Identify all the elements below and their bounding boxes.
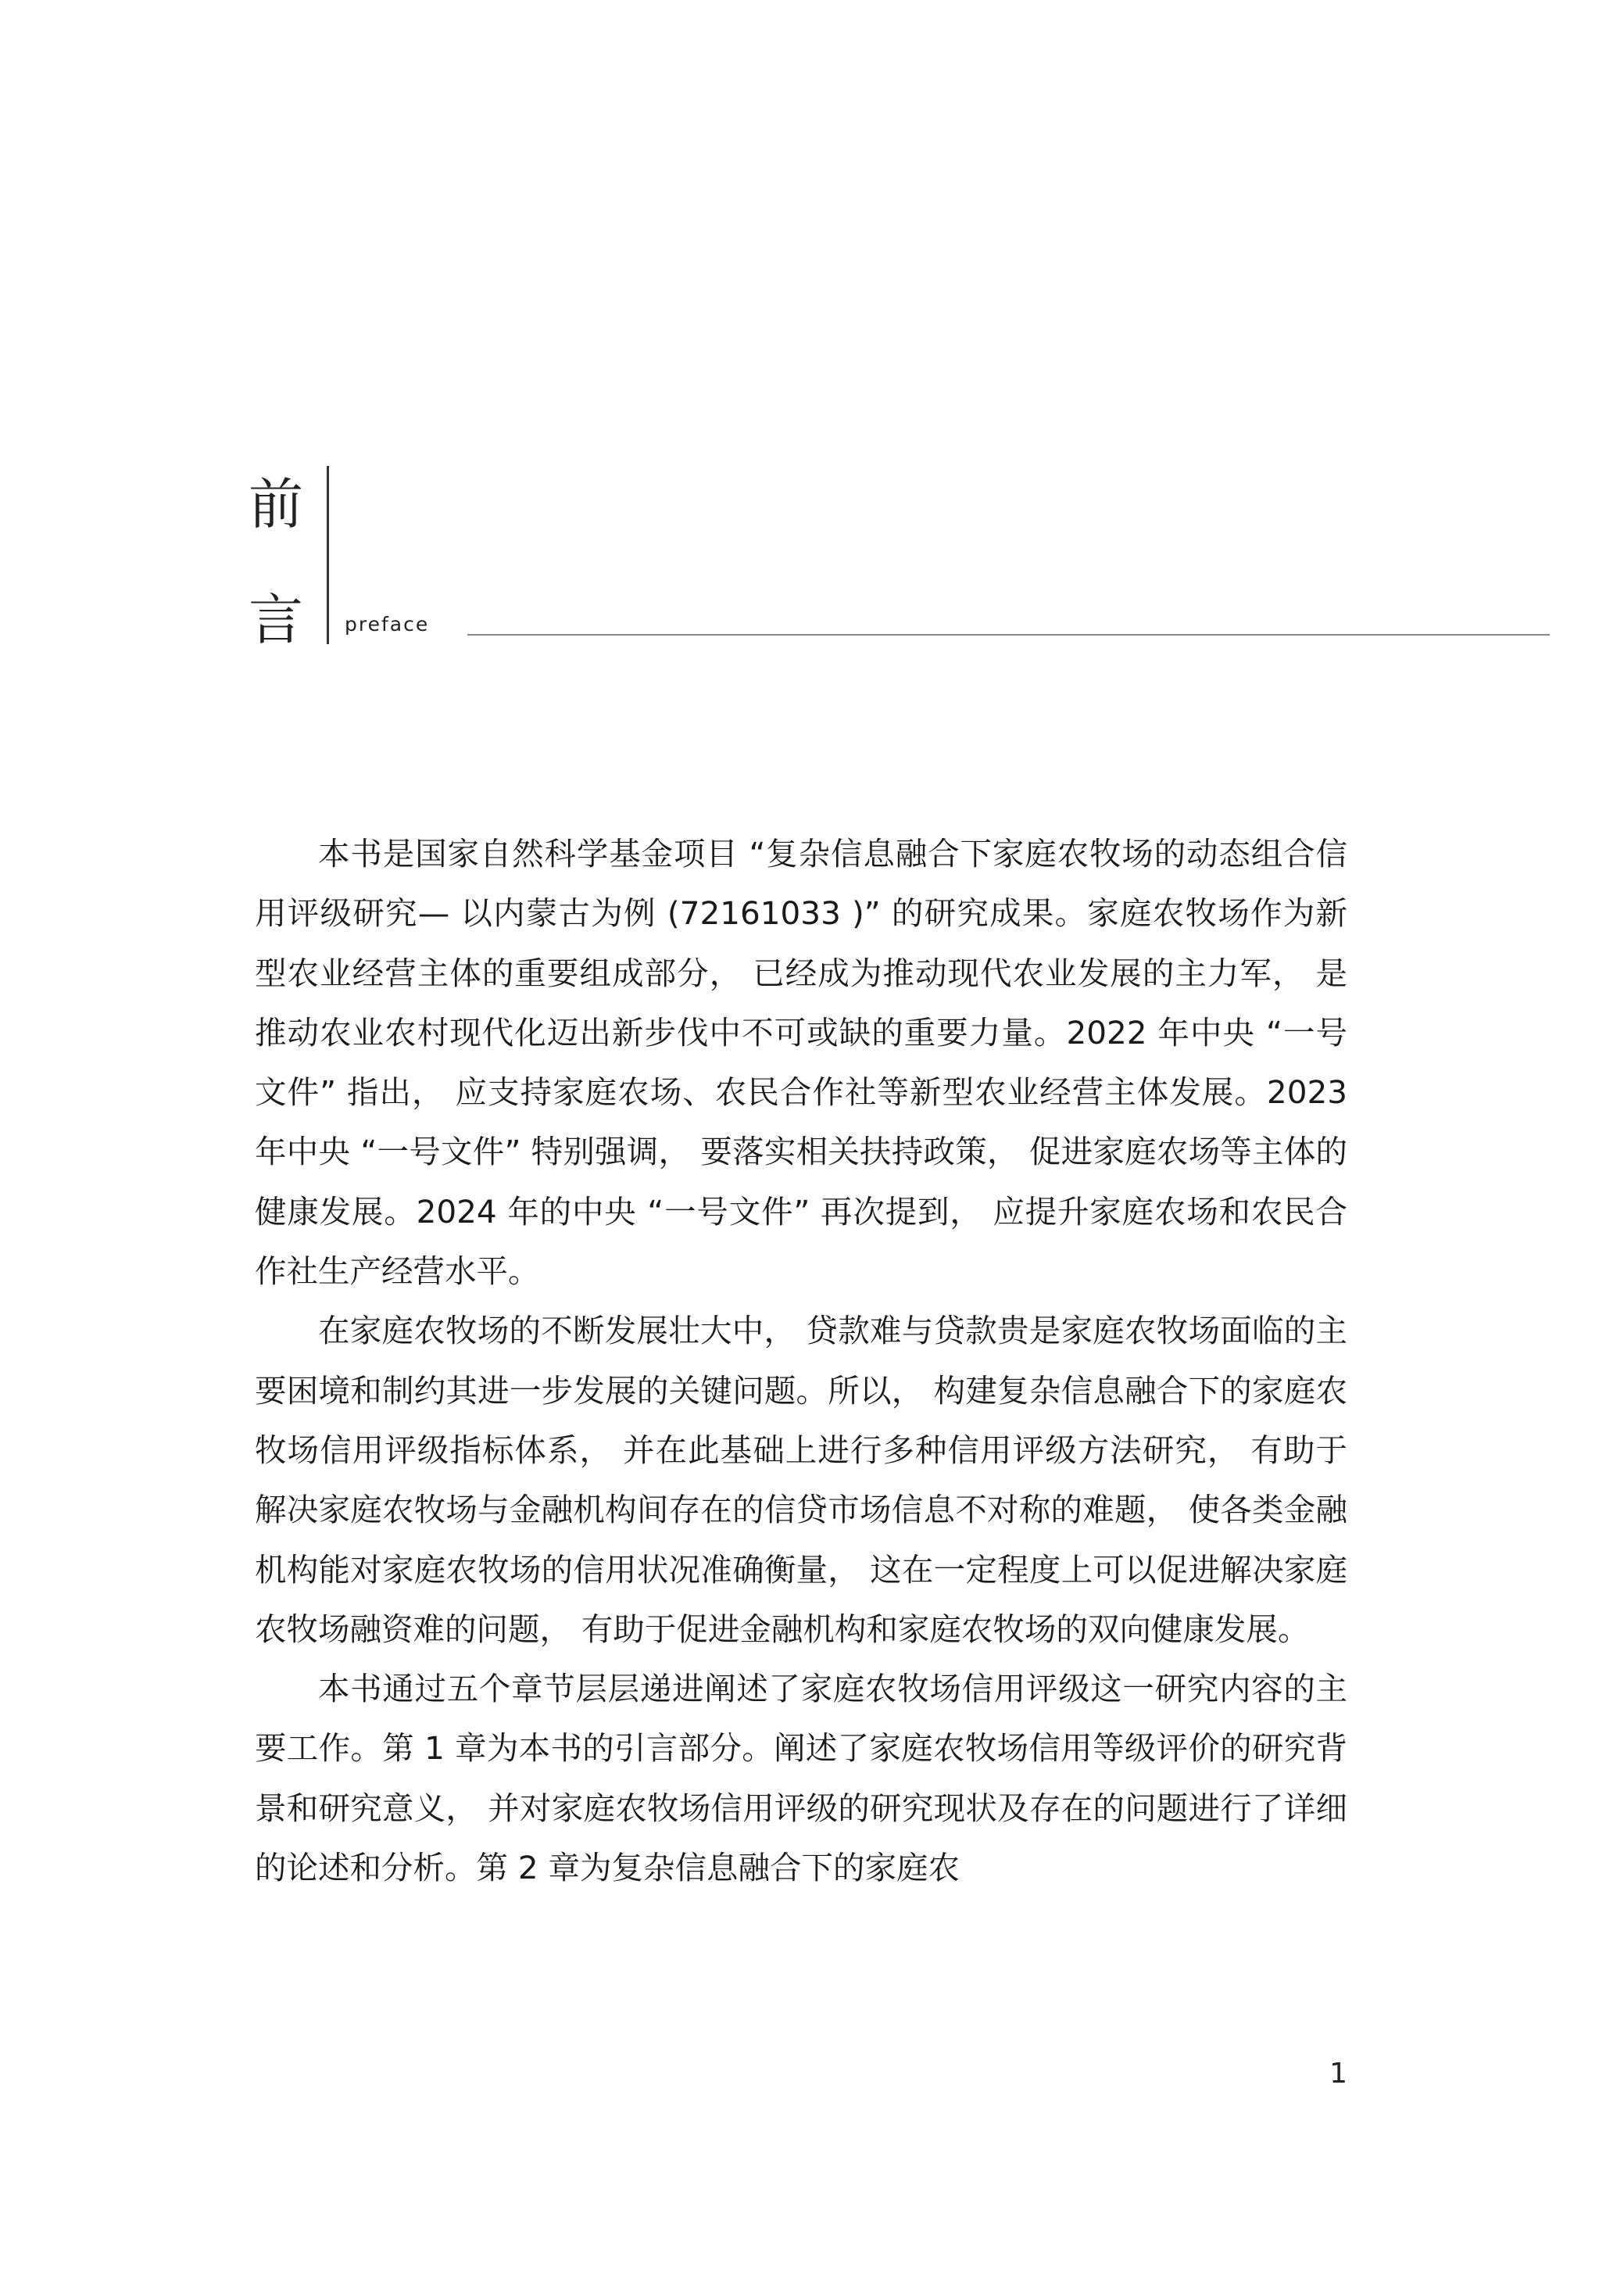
heading-char-yan: 言 xyxy=(249,588,303,652)
paragraph-3: 本书通过五个章节层层递进阐述了家庭农牧场信用评级这一研究内容的主要工作。第 1 章为本书的引言部分。阐述了家庭农牧场信用等级评价的研究背景和研究意义， 并对家庭农牧场信用评级的研究现状及存在的问题进行了详细的论述和分析。第 2 章为复杂信息融合下的家庭农 xyxy=(255,1670,1347,1887)
paragraph-1: 本书是国家自然科学基金项目 “复杂信息融合下家庭农牧场的动态组合信用评级研究— 以内蒙古为例 (72161033 )” 的研究成果。家庭农牧场作为新型农业经营主体的重要组成部分， 已经成为推动现代农业发展的主力军， 是推动农业农村现代化迈出新步伐中不可或缺的重要力量。2022 年中央 “一号文件” 指出， 应支持家庭农场、农民合作社等新型农业经营主体发展。2023 年中央 “一号文件” 特别强调， 要落实相关扶持政策， 促进家庭农场等主体的健康发展。2024 年的中央 “一号文件” 再次提到， 应提升家庭农场和农民合作社生产经营水平。 xyxy=(255,835,1347,1291)
heading-english-subtitle: preface xyxy=(345,613,430,636)
body-text xyxy=(255,824,1347,1897)
page-number: 1 xyxy=(1329,2058,1347,2090)
heading-char-qian: 前 xyxy=(249,472,303,536)
heading-vertical-divider xyxy=(327,466,329,644)
heading-horizontal-rule xyxy=(467,634,1550,636)
paragraph-2: 在家庭农牧场的不断发展壮大中， 贷款难与贷款贵是家庭农牧场面临的主要困境和制约其进一步发展的关键问题。所以， 构建复杂信息融合下的家庭农牧场信用评级指标体系， 并在此基础上进行多种信用评级方法研究， 有助于解决家庭农牧场与金融机构间存在的信贷市场信息不对称的难题， 使各类金融机构能对家庭农牧场的信用状况准确衡量， 这在一定程度上可以促进解决家庭农牧场融资难的问题， 有助于促进金融机构和家庭农牧场的双向健康发展。 xyxy=(255,1312,1347,1648)
